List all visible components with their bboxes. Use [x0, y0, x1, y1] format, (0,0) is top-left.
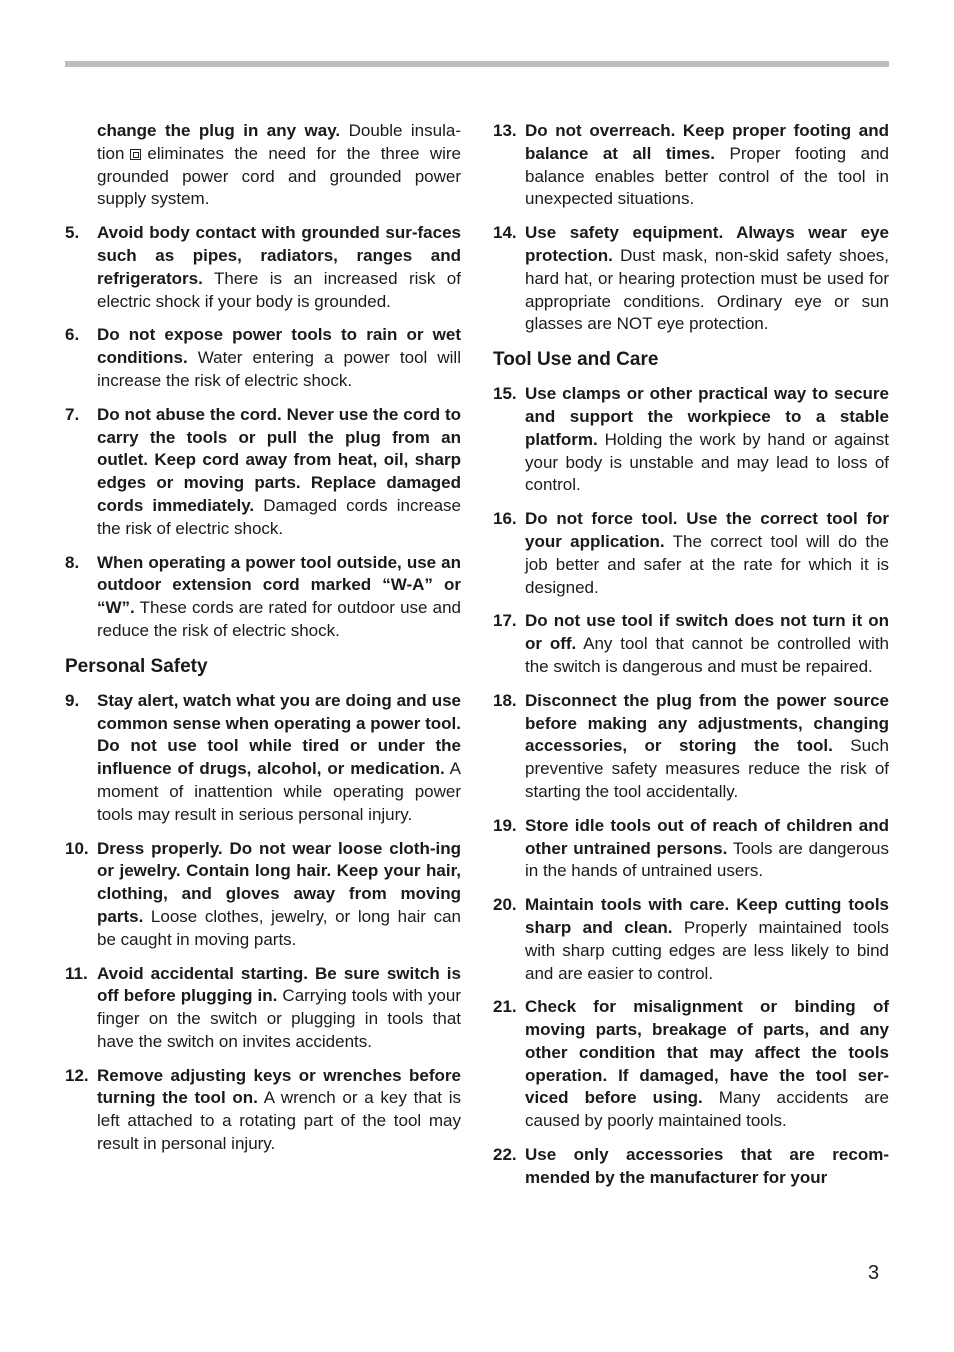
item-text: The correct tool will do the job better and safer at the rate for which it is designed. [525, 531, 889, 597]
continued-paragraph [97, 120, 461, 211]
item-bold: Do not abuse the cord. Never use the cord to carry the tools or pull the plug from an outlet. Keep cord away from heat, oil, sharp edges or moving parts. Replace damaged cords immediately. [97, 404, 461, 515]
item-bold: Use only accessories that are recom-mended by the manufacturer for your [525, 1145, 889, 1187]
list-item [65, 963, 461, 1054]
item-number: 16. [493, 509, 517, 529]
item-text: Loose clothes, jewelry, or long hair can be caught in moving parts. [97, 906, 461, 949]
item-text: Holding the work by hand or against your body is unstable and may lead to loss of control. [525, 429, 889, 495]
item-number: 5. [65, 223, 80, 243]
item-number: 18. [493, 690, 517, 710]
list-item [493, 508, 889, 599]
item-number: 13. [493, 121, 517, 140]
item-text: Dust mask, non-skid safety shoes, hard hat, or hearing protection must be used for appropriate conditions. Ordinary eye or sun glasses are NOT eye protection. [525, 245, 889, 334]
list-item [493, 815, 889, 883]
item-number: 20. [493, 895, 517, 915]
item-text: eliminates the need for the three wire grounded power cord and grounded power supply system. [97, 143, 461, 209]
list-item [493, 996, 889, 1133]
item-text: A moment of inattention while operating power tools may result in serious personal injury. [97, 759, 461, 824]
list-item [65, 222, 461, 313]
list-item [493, 383, 889, 497]
item-bold: Use clamps or other practical way to secure and support the workpiece to a stable platform. [525, 384, 889, 449]
item-number: 8. [65, 552, 80, 572]
section-title-tool-use-and-care: Tool Use and Care [493, 349, 659, 371]
left-column [65, 120, 461, 1167]
section-title-personal-safety: Personal Safety [65, 655, 208, 677]
item-bold: change the plug in any way. [97, 121, 341, 140]
item-bold: Do not expose power tools to rain or wet conditions. [97, 325, 461, 368]
item-text: Properly maintained tools with sharp cutting edges are less likely to bind and are easier to control. [525, 917, 889, 983]
list-item [65, 838, 461, 952]
item-bold: Stay alert, watch what you are doing and use common sense when operating a power tool. Do not use tool while tired or under the influence of drugs, alcohol, or medication. [97, 690, 461, 779]
item-text: Damaged cords increase the risk of electric shock. [97, 495, 461, 538]
item-text: Carrying tools with your finger on the switch or plugging in tools that have the switch on invites accidents. [97, 986, 461, 1051]
item-bold: Dress properly. Do not wear loose cloth-ing or jewelry. Contain long hair. Keep your hair, clothing, and gloves away from moving parts. [97, 838, 461, 926]
item-number: 6. [65, 325, 80, 345]
item-bold: When operating a power tool outside, use an outdoor extension cord marked “W-A” or “W”. [97, 552, 461, 618]
item-text: These cords are rated for outdoor use and reduce the risk of electric shock. [97, 598, 461, 640]
item-bold: Disconnect the plug from the power source before making any adjustments, changing accessories, or storing the tool. [525, 690, 889, 756]
item-text: Tools are dangerous in the hands of untrained users. [525, 838, 890, 881]
item-number: 11. [65, 963, 88, 983]
list-item [65, 1065, 461, 1156]
list-item [493, 610, 889, 678]
item-number: 14. [493, 223, 517, 243]
item-bold: Use safety equipment. Always wear eye protection. [525, 223, 889, 265]
right-column [493, 120, 889, 1201]
item-number: 9. [65, 690, 80, 710]
item-number: 12. [65, 1065, 89, 1085]
list-item [65, 690, 461, 827]
double-insulation-icon [130, 149, 141, 160]
list-item [493, 894, 889, 985]
item-text: Double insula-tion [97, 121, 461, 163]
item-number: 17. [493, 611, 517, 631]
item-bold: Avoid accidental starting. Be sure switch is off before plugging in. [97, 963, 461, 1006]
item-text: Many accidents are caused by poorly maintained tools. [525, 1088, 889, 1131]
page-number: 3 [868, 1262, 880, 1284]
list-item [493, 222, 889, 336]
item-bold: Remove adjusting keys or wrenches before turning the tool on. [97, 1065, 461, 1108]
item-number: 19. [493, 815, 517, 835]
list-item [65, 324, 461, 392]
item-bold: Do not force tool. Use the correct tool for your application. [525, 509, 889, 551]
item-text: Such preventive safety measures reduce the risk of starting the tool accidentally. [525, 736, 889, 801]
item-bold: Store idle tools out of reach of children and other untrained persons. [525, 815, 889, 858]
item-number: 10. [65, 838, 89, 858]
item-bold: Do not use tool if switch does not turn it on or off. [525, 611, 889, 654]
item-text: There is an increased risk of electric shock if your body is grounded. [97, 268, 461, 311]
item-text: Proper footing and balance enables better control of the tool in unexpected situations. [525, 143, 889, 209]
item-number: 7. [65, 404, 80, 424]
item-text: Any tool that cannot be controlled with the switch is dangerous and must be repaired. [525, 634, 889, 676]
list-item [65, 404, 461, 541]
item-text: Water entering a power tool will increase the risk of electric shock. [97, 348, 461, 390]
header-rule [65, 61, 889, 67]
item-bold: Check for misalignment or binding of moving parts, breakage of parts, and any other condition that may affect the tools operation. If damaged, have the tool ser-viced before using. [525, 997, 889, 1108]
list-item [493, 120, 889, 211]
item-bold: Maintain tools with care. Keep cutting tools sharp and clean. [525, 895, 889, 937]
list-item [65, 552, 461, 643]
item-number: 21. [493, 997, 517, 1017]
item-bold: Avoid body contact with grounded sur-faces such as pipes, radiators, ranges and refrigerators. [97, 223, 461, 288]
item-text: A wrench or a key that is left attached to a rotating part of the tool may result in personal injury. [97, 1088, 461, 1154]
item-bold: Do not overreach. Keep proper footing and balance at all times. [525, 121, 889, 163]
item-number: 22. [493, 1145, 517, 1165]
list-item [493, 1144, 889, 1190]
list-item [493, 690, 889, 804]
item-number: 15. [493, 384, 517, 404]
